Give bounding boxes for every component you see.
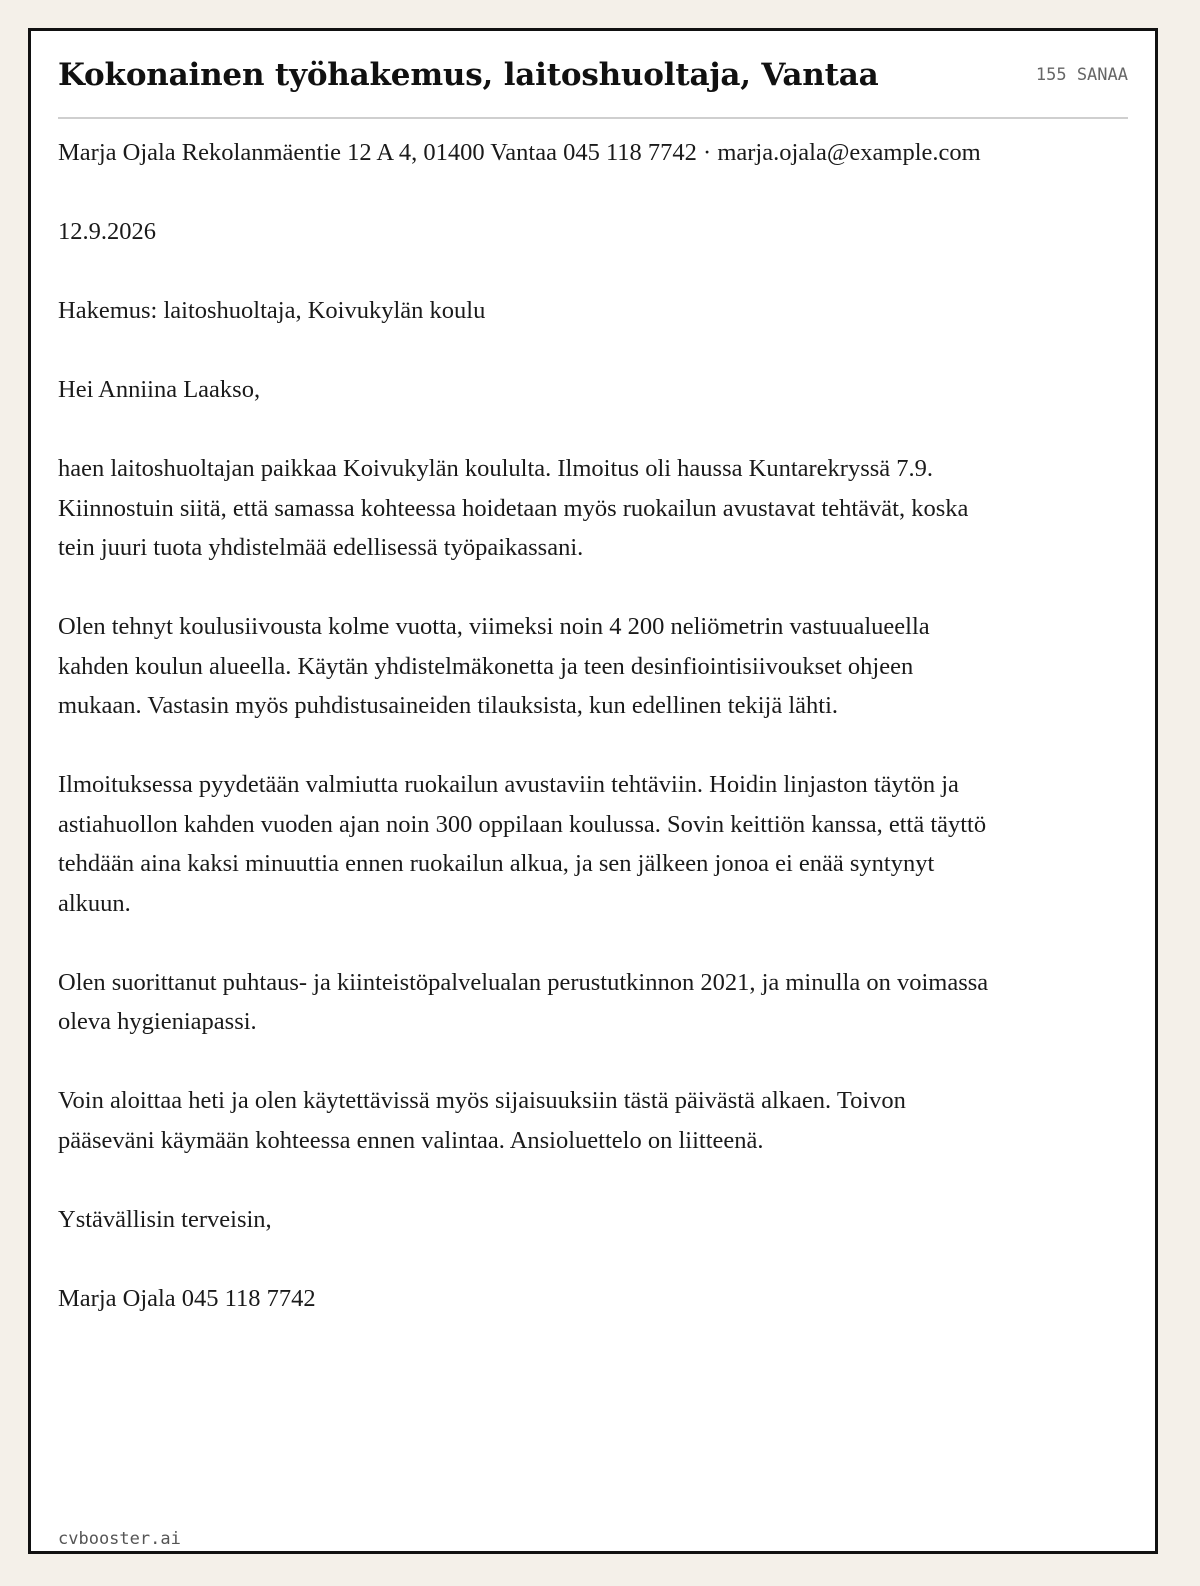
letter-greeting: Hei Anniina Laakso, — [58, 376, 261, 403]
letter-date: 12.9.2026 — [58, 218, 156, 245]
body-paragraph-4: Olen suorittanut puhtaus- ja kiinteistöpalvelualan perustutkinnon 2021, ja minulla on voimassa oleva hygieniapassi. — [58, 968, 989, 1035]
letter-signature: Marja Ojala 045 118 7742 — [58, 1284, 316, 1312]
document-header — [58, 53, 1128, 119]
letter-subject: Hakemus: laitoshuoltaja, Koivukylän koulu — [58, 297, 486, 324]
body-paragraph-5: Voin aloittaa heti ja olen käytettävissä myös sijaisuuksiin tästä päivästä alkaen. Toivon pääseväni käymään kohteessa ennen valintaa. Ansioluettelo on liitteenä. — [58, 1087, 906, 1154]
body-paragraph-3: Ilmoituksessa pyydetään valmiutta ruokailun avustaviin tehtäviin. Hoidin linjaston täytön ja astiahuollon kahden vuoden ajan noin 300 oppilaan koulussa. Sovin keittiön kanssa, että täyttö tehdään aina kaksi minuuttia ennen ruokailun alkua, ja sen jälkeen jonoa ei enää syntynyt alkuun. — [58, 771, 987, 917]
word-count-label: 155 SANAA — [1035, 65, 1128, 85]
sender-contact: Marja Ojala Rekolanmäentie 12 A 4, 01400 Vantaa 045 118 7742 · marja.ojala@example.com — [58, 139, 981, 166]
letter-closing: Ystävällisin terveisin, — [58, 1205, 272, 1233]
body-paragraph-1: haen laitoshuoltajan paikkaa Koivukylän koululta. Ilmoitus oli haussa Kuntarekryssä 7.9. Kiinnostuin siitä, että samassa kohteessa hoidetaan myös ruokailun avustavat tehtävät, koska tein juuri tuota yhdistelmää edellisessä työpaikassani. — [58, 455, 969, 561]
body-paragraph-2: Olen tehnyt koulusiivousta kolme vuotta, viimeksi noin 4 200 neliömetrin vastuualueella kahden koulun alueella. Käytän yhdistelmäkonetta ja teen desinfiointisiivoukset ohjeen mukaan. Vastasin myös puhdistusaineiden tilauksista, kun edellinen tekijä lähti. — [58, 613, 930, 719]
page-title: Kokonainen työhakemus, laitoshuoltaja, Vantaa — [58, 57, 879, 93]
cover-letter — [58, 133, 998, 1318]
document-page — [28, 28, 1158, 1554]
footer-brand-watermark: cvbooster.ai — [58, 1529, 181, 1549]
